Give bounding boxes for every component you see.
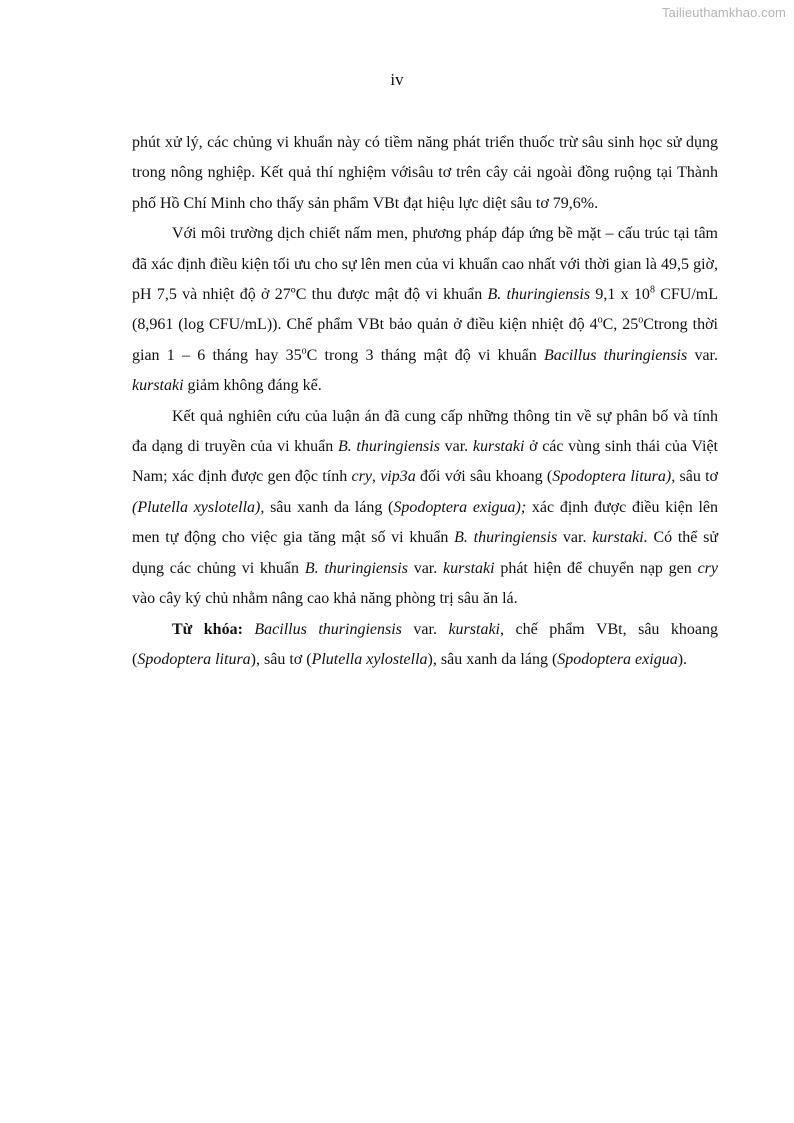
document-body	[132, 128, 718, 675]
page-number: iv	[390, 70, 404, 89]
watermark: Tailieuthamkhao.com	[661, 5, 786, 20]
paragraph-3: Kết quả nghiên cứu của luận án đã cung cấp những thông tin về sự phân bố và tính đa dạng di truyền của vi khuẩn B. thuringiensis var. kurstaki ở các vùng sinh thái của Việt Nam; xác định được gen độc tính cry, vip3a đối với sâu khoang (Spodoptera litura), sâu tơ (Plutella xyslotella), sâu xanh da láng (Spodoptera exigua); xác định được điều kiện lên men tự động cho việc gia tăng mật số vi khuẩn B. thuringiensis var. kurstaki. Có thể sử dụng các chủng vi khuẩn B. thuringiensis var. kurstaki phát hiện để chuyển nạp gen cry vào cây ký chủ nhằm nâng cao khả năng phòng trị sâu ăn lá.	[132, 407, 719, 608]
paragraph-1: phút xử lý, các chủng vi khuẩn này có tiềm năng phát triển thuốc trừ sâu sinh học sử dụng trong nông nghiệp. Kết quả thí nghiệm vớisâu tơ trên cây cải ngoài đồng ruộng tại Thành phố Hồ Chí Minh cho thấy sản phẩm VBt đạt hiệu lực diệt sâu tơ 79,6%.	[132, 134, 718, 212]
keywords-label: Từ khóa:	[172, 620, 243, 638]
keywords-paragraph: Từ khóa: Bacillus thuringiensis var. kurstaki, chế phẩm VBt, sâu khoang (Spodoptera litura), sâu tơ (Plutella xylostella), sâu xanh da láng (Spodoptera exigua).	[132, 620, 719, 668]
paragraph-2: Với môi trường dịch chiết nấm men, phương pháp đáp ứng bề mặt – cấu trúc tại tâm đã xác định điều kiện tối ưu cho sự lên men của vi khuẩn cao nhất với thời gian là 49,5 giờ, pH 7,5 và nhiệt độ ở 27ºC thu được mật độ vi khuẩn B. thuringiensis 9,1 x $10^8$ CFU/mL (8,961 (log CFU/mL)). Chế phẩm VBt bảo quản ở điều kiện nhiệt độ 4$^o$C, 25$^o$Ctrong thời gian 1 – 6 tháng hay 35$^o$C trong 3 tháng mật độ vi khuẩn Bacillus thuringiensis var. kurstaki giảm không đáng kể.	[132, 225, 718, 395]
